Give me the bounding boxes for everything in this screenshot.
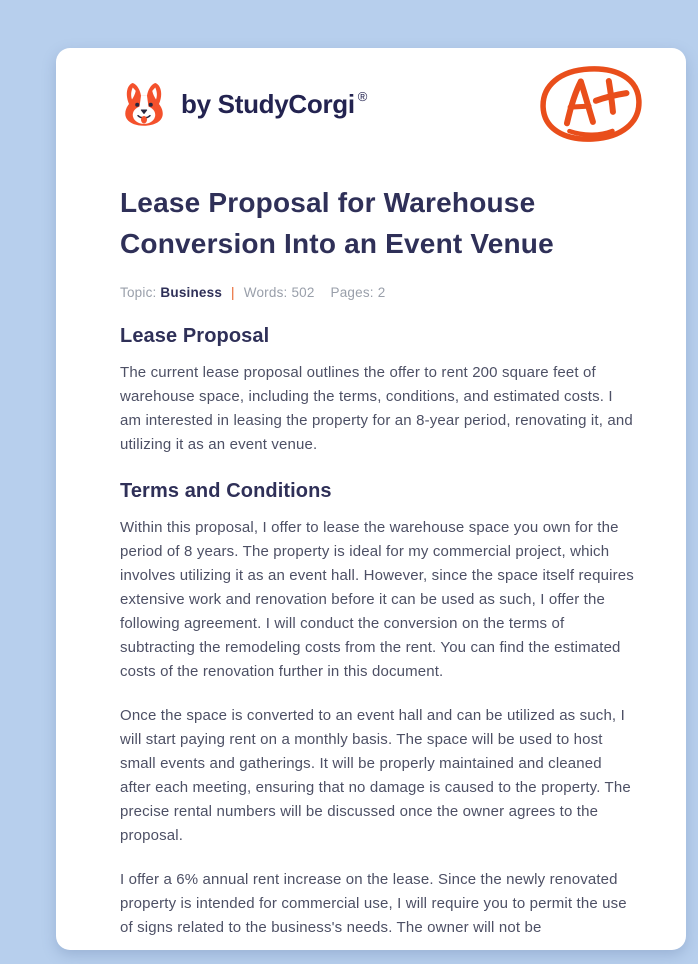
paragraph: The current lease proposal outlines the offer to rent 200 square feet of warehouse space, including the terms, conditions, and estimated costs. I am interested in leasing the property for an 8-year period, renovating it, and utilizing it as an event venue. [120,363,633,453]
paragraph: Once the space is converted to an event hall and can be utilized as such, I will start paying rent on a monthly basis. The space will be used to host small events and gatherings. It will be properly maintained and cleaned after each meeting, ensuring that no damage is caused to the property. The precise rental numbers will be discussed once the owner agrees to the proposal. [120,706,631,844]
paragraph: I offer a 6% annual rent increase on the lease. Since the newly renovated property is intended for commercial use, I will require you to permit the use of signs related to the business's needs. The owner will not be [120,870,627,936]
section-heading-lease-proposal: Lease Proposal [120,324,270,347]
corgi-icon [120,80,168,128]
page-title: Lease Proposal for Warehouse Conversion Into an Event Venue [120,187,554,259]
document-preview-card [56,48,686,950]
registered-trademark: ® [357,88,368,104]
brand-wordmark: by StudyCorgi ® [181,88,368,119]
header [120,62,644,146]
a-plus-badge-icon [538,64,644,144]
topic-label: Topic: [120,284,157,300]
document-body [120,324,636,940]
document-meta [120,283,636,302]
words-value: 502 [291,284,315,300]
pages-value: 2 [377,284,386,300]
words-label: Words: [243,284,288,300]
pages-label: Pages: [330,284,374,300]
brand-logo [120,80,367,128]
topic-value: Business [160,284,223,300]
section-heading-terms-and-conditions: Terms and Conditions [120,479,332,502]
meta-divider: | [231,284,235,300]
paragraph: Within this proposal, I offer to lease the warehouse space you own for the period of 8 years. The property is ideal for my commercial project, which involves utilizing it as an event hall. However, since the space itself requires extensive work and renovation before it can be used as such, I offer the following agreement. I will conduct the conversion on the terms of subtracting the remodeling costs from the rent. You can find the estimated costs of the renovation further in this document. [120,518,634,680]
